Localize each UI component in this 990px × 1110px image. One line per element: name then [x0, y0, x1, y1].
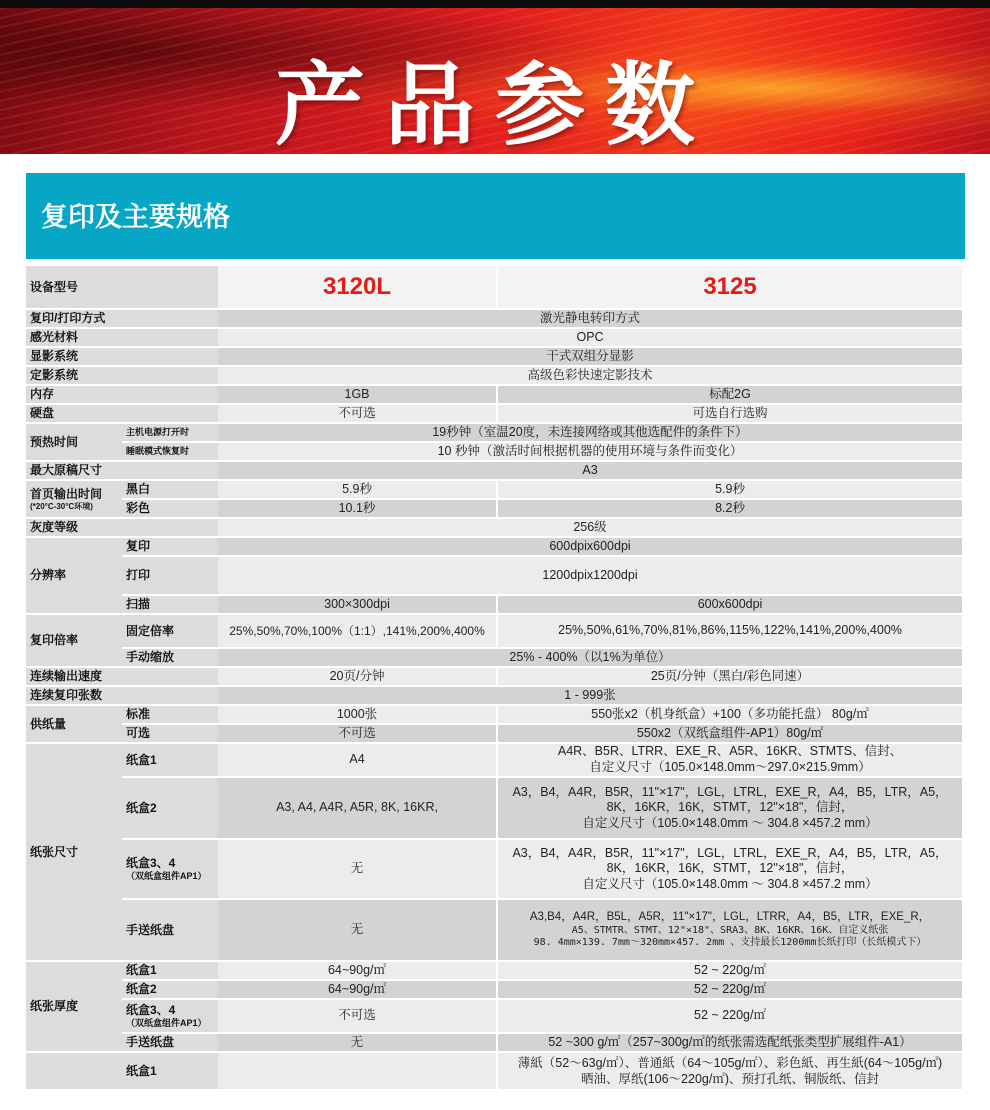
sub-label-text: 纸盒3、4: [126, 1002, 176, 1017]
value-line: 晒油、厚纸(106～220g/㎡)、预打孔纸、铜版纸、信封: [581, 1071, 879, 1086]
table-row: [26, 962, 962, 979]
row-value-3125: 550x2（双纸盒组件-AP1）80g/㎡: [496, 725, 962, 742]
row-label: 连续复印张数: [26, 687, 218, 704]
row-label: 供纸量: [26, 706, 122, 742]
sub-label: 主机电源打开时: [122, 424, 218, 441]
row-value-3125: [496, 744, 962, 776]
value-line: A5、STMTR、STMT、12"×18"、SRA3、8K、16KR、16K、自定义纸张: [571, 924, 889, 936]
row-value-3120l: 无: [218, 900, 496, 960]
table-row: [26, 329, 962, 346]
sub-label-note: （双纸盒组件AP1）: [126, 870, 207, 881]
row-value-3125: [496, 778, 962, 838]
model-3125: 3125: [496, 266, 962, 308]
row-value-3125: 可选自行选购: [496, 405, 962, 422]
row-value: 1 - 999张: [218, 687, 962, 704]
sub-label-text: 纸盒3、4: [126, 855, 176, 870]
table-row: [26, 405, 962, 422]
row-label: 灰度等级: [26, 519, 218, 536]
row-value-3125: 8.2秒: [496, 500, 962, 517]
row-value-3125: 25%,50%,61%,70%,81%,86%,115%,122%,141%,200%,400%: [496, 615, 962, 647]
sub-label: 黑白: [122, 481, 218, 498]
row-value-3120l: 10.1秒: [218, 500, 496, 517]
sub-label: 手动缩放: [122, 649, 218, 666]
table-row: [26, 424, 962, 441]
table-row: [26, 348, 962, 365]
table-row: [26, 1053, 962, 1089]
value-line: 薄紙（52～63g/㎡）、普通紙（64～105g/㎡）、彩色紙、再生紙(64～105g/㎡): [517, 1056, 943, 1070]
row-label-text: 首页输出时间: [30, 486, 103, 501]
row-label: 感光材料: [26, 329, 218, 346]
row-label: 复印/打印方式: [26, 310, 218, 327]
row-value-3120l: 1GB: [218, 386, 496, 403]
model-label: 设备型号: [26, 266, 218, 308]
row-value-3125: 标配2G: [496, 386, 962, 403]
row-value-3120l: 无: [218, 840, 496, 898]
row-value-3120l: 64~90g/㎡: [218, 981, 496, 998]
row-value-3120l: 不可选: [218, 405, 496, 422]
sub-label: [122, 1000, 218, 1032]
row-value: 256级: [218, 519, 962, 536]
row-label: [26, 481, 122, 517]
row-label: 复印倍率: [26, 615, 122, 666]
row-value-3125: 25页/分钟（黑白/彩色同速）: [496, 668, 962, 685]
row-value: 19秒钟（室温20度，未连接网络或其他选配件的条件下）: [218, 424, 962, 441]
section-title: 复印及主要规格: [41, 202, 230, 233]
value-line: A3，B4，A4R，B5R，11"×17"，LGL，LTRL，EXE_R，A4，B5，LTR，A5，: [512, 845, 948, 860]
row-label: [26, 1053, 122, 1089]
sub-label: 纸盒2: [122, 778, 218, 838]
table-row: [26, 367, 962, 384]
row-value-3120l: 5.9秒: [218, 481, 496, 498]
table-row: [26, 481, 962, 498]
sub-label: 可选: [122, 725, 218, 742]
row-value: 600dpix600dpi: [218, 538, 962, 555]
row-value-3120l: 无: [218, 1034, 496, 1051]
value-line: A4R、B5R、LTRR、EXE_R、A5R、16KR、STMTS、信封、: [557, 744, 903, 759]
table-row: [26, 519, 962, 536]
sub-label: 纸盒1: [122, 962, 218, 979]
spec-table: [26, 264, 962, 1091]
row-label: 内存: [26, 386, 218, 403]
table-row: [26, 386, 962, 403]
row-value-3120l: 不可选: [218, 725, 496, 742]
table-row: [26, 462, 962, 479]
value-line: A3,B4，A4R，B5L，A5R，11"×17"，LGL，LTRR，A4，B5，LTR，EXE_R，: [529, 911, 931, 924]
sub-label: 睡眠模式恢复时: [122, 443, 218, 460]
sub-label: 手送纸盘: [122, 900, 218, 960]
value-line: 98. 4mm×139. 7mm～320mm×457. 2mm 、支持最长1200mm长纸打印（长纸模式下）: [533, 937, 927, 949]
model-3120l: 3120L: [218, 266, 496, 308]
table-row: [26, 981, 962, 998]
top-dark-strip: [0, 0, 990, 8]
hero-banner: [0, 8, 990, 154]
table-row: [26, 649, 962, 666]
row-label: 预热时间: [26, 424, 122, 460]
row-label-note: (*20°C-30°C环境): [30, 501, 93, 511]
row-label: 硬盘: [26, 405, 218, 422]
sub-label: 彩色: [122, 500, 218, 517]
row-label: 显影系统: [26, 348, 218, 365]
table-row: [26, 1000, 962, 1032]
row-value: 干式双组分显影: [218, 348, 962, 365]
table-row-model: [26, 266, 962, 308]
row-value-3125: [496, 840, 962, 898]
row-value-3120l: 64~90g/㎡: [218, 962, 496, 979]
row-value-3120l: 25%,50%,70%,100%（1:1）,141%,200%,400%: [218, 615, 496, 647]
sub-label: 手送纸盘: [122, 1034, 218, 1051]
value-line: 自定义尺寸（105.0×148.0mm ～ 304.8 ×457.2 mm）: [582, 876, 878, 891]
row-value-3125: 550张x2（机身纸盒）+100（多功能托盘） 80g/㎡: [496, 706, 962, 723]
row-label: 连续输出速度: [26, 668, 218, 685]
sub-label: 固定倍率: [122, 615, 218, 647]
row-value: 激光静电转印方式: [218, 310, 962, 327]
table-row: [26, 1034, 962, 1051]
sub-label: 标准: [122, 706, 218, 723]
row-value-3125: 52 ~ 220g/㎡: [496, 962, 962, 979]
table-row: [26, 744, 962, 776]
row-value: 1200dpix1200dpi: [218, 557, 962, 594]
sub-label: [122, 840, 218, 898]
value-line: 自定义尺寸（105.0×148.0mm～297.0×215.9mm）: [589, 760, 871, 774]
row-value-3120l: A4: [218, 744, 496, 776]
table-row: [26, 310, 962, 327]
sub-label: 纸盒1: [122, 744, 218, 776]
table-row: [26, 840, 962, 898]
row-value-3120l: 20页/分钟: [218, 668, 496, 685]
table-row: [26, 687, 962, 704]
row-value-3120l: 300×300dpi: [218, 596, 496, 613]
table-row: [26, 500, 962, 517]
sub-label: 纸盒1: [122, 1053, 218, 1089]
table-row: [26, 706, 962, 723]
row-value-3120l: 不可选: [218, 1000, 496, 1032]
table-row: [26, 538, 962, 555]
row-value-3125: 5.9秒: [496, 481, 962, 498]
row-value-3120l: 1000张: [218, 706, 496, 723]
row-value: 高级色彩快速定影技术: [218, 367, 962, 384]
row-value-3120l: [218, 1053, 496, 1089]
table-row: [26, 557, 962, 594]
table-row: [26, 778, 962, 838]
row-value-3125: 52 ~ 220g/㎡: [496, 981, 962, 998]
table-row: [26, 725, 962, 742]
row-value-3125: [496, 900, 962, 960]
table-row: [26, 615, 962, 647]
row-value: OPC: [218, 329, 962, 346]
row-value: 25% - 400%（以1%为单位）: [218, 649, 962, 666]
row-value-3120l: A3, A4, A4R, A5R, 8K, 16KR,: [218, 778, 496, 838]
section-header: [26, 173, 965, 259]
row-value-3125: 600x600dpi: [496, 596, 962, 613]
row-value-3125: [496, 1053, 962, 1089]
row-label: 最大原稿尺寸: [26, 462, 218, 479]
value-line: A3，B4，A4R，B5R，11"×17"，LGL，LTRL，EXE_R，A4，B5，LTR，A5，: [512, 784, 948, 799]
sub-label: 扫描: [122, 596, 218, 613]
banner-title: 产品参数: [275, 53, 715, 154]
row-label: 定影系统: [26, 367, 218, 384]
value-line: 自定义尺寸（105.0×148.0mm ～ 304.8 ×457.2 mm）: [582, 815, 878, 830]
row-label: 纸张厚度: [26, 962, 122, 1051]
table-row: [26, 596, 962, 613]
sub-label-note: （双纸盒组件AP1）: [126, 1017, 207, 1028]
sub-label: 纸盒2: [122, 981, 218, 998]
table-row: [26, 668, 962, 685]
table-row: [26, 443, 962, 460]
value-line: 8K，16KR，16K，STMT，12"×18"，信封，: [606, 861, 854, 876]
row-label: 纸张尺寸: [26, 744, 122, 960]
row-label: 分辨率: [26, 538, 122, 613]
row-value-3125: 52 ~ 220g/㎡: [496, 1000, 962, 1032]
value-line: 8K，16KR，16K，STMT，12"×18"，信封，: [606, 800, 854, 815]
sub-label: 打印: [122, 557, 218, 594]
table-row: [26, 900, 962, 960]
row-value-3125: 52 ~300 g/㎡（257~300g/㎡的纸张需选配纸张类型扩展组件-A1）: [496, 1034, 962, 1051]
row-value: 10 秒钟（激活时间根据机器的使用环境与条件而变化）: [218, 443, 962, 460]
row-value: A3: [218, 462, 962, 479]
sub-label: 复印: [122, 538, 218, 555]
